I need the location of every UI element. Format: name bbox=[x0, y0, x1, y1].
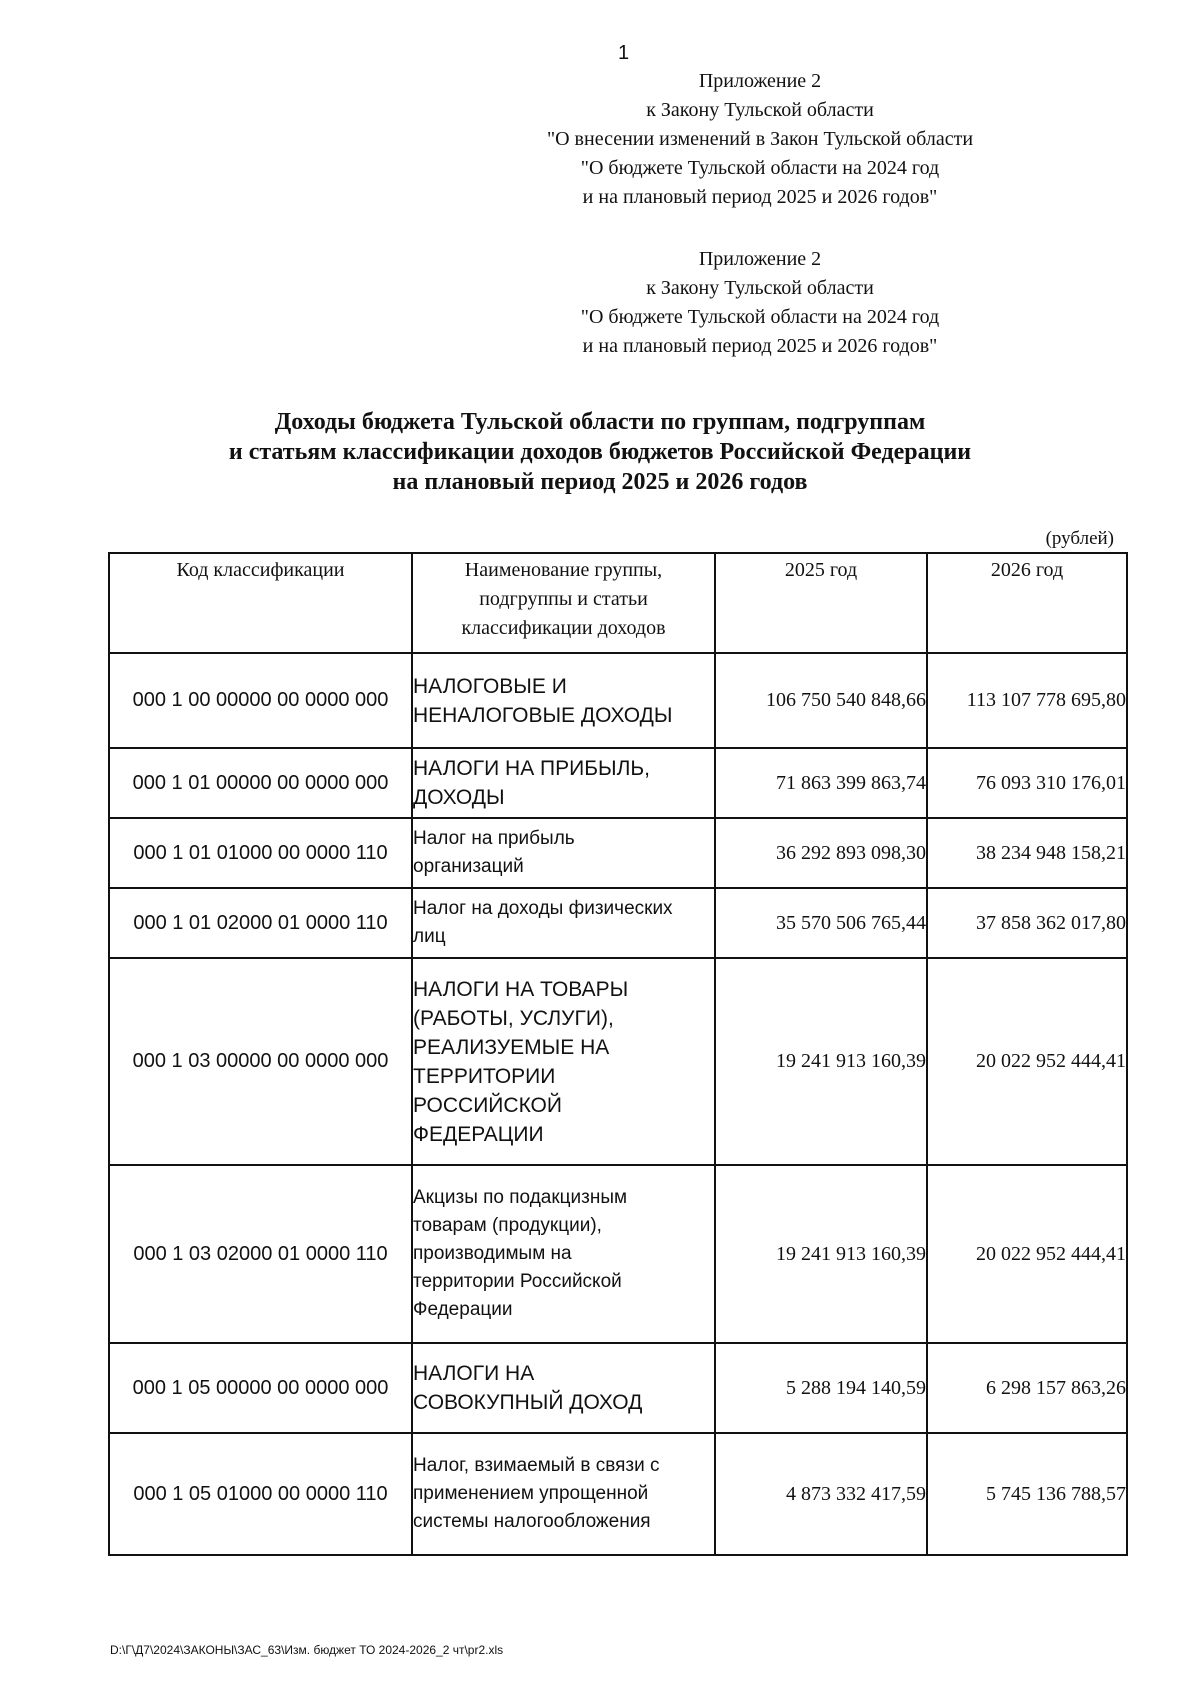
table-row bbox=[109, 653, 1127, 748]
name-line: Налог на доходы физических bbox=[413, 898, 673, 919]
title-line: Доходы бюджета Тульской области по группам, подгруппам bbox=[274, 409, 926, 435]
page-number: 1 bbox=[618, 42, 630, 64]
name-cell bbox=[412, 1433, 715, 1555]
name-line: НАЛОГИ НА bbox=[413, 1362, 535, 1385]
name-line: лиц bbox=[413, 926, 446, 947]
name-cell bbox=[412, 958, 715, 1165]
value-2026-cell: 20 022 952 444,41 bbox=[927, 1165, 1127, 1343]
table-header-row bbox=[109, 553, 1127, 653]
code-cell: 000 1 03 00000 00 0000 000 bbox=[109, 958, 412, 1165]
value-2025-cell: 5 288 194 140,59 bbox=[715, 1343, 927, 1433]
appendix-line: "О внесении изменений в Закон Тульской области bbox=[546, 128, 974, 150]
name-line: системы налогообложения bbox=[413, 1511, 651, 1532]
header-name bbox=[412, 553, 715, 653]
title-line: и статьям классификации доходов бюджетов Российской Федерации bbox=[228, 439, 972, 465]
name-line: Акцизы по подакцизным bbox=[413, 1187, 628, 1208]
value-2026-cell: 37 858 362 017,80 bbox=[927, 888, 1127, 958]
name-line: применением упрощенной bbox=[413, 1483, 649, 1504]
name-line: СОВОКУПНЫЙ ДОХОД bbox=[413, 1391, 643, 1414]
name-line: РЕАЛИЗУЕМЫЕ НА bbox=[413, 1035, 610, 1059]
name-cell bbox=[412, 653, 715, 748]
header-code: Код классификации bbox=[109, 553, 412, 653]
name-line: территории Российской bbox=[413, 1271, 622, 1292]
name-line: ТЕРРИТОРИИ bbox=[413, 1064, 556, 1088]
name-cell bbox=[412, 1165, 715, 1343]
appendix-line: "О бюджете Тульской области на 2024 год bbox=[580, 157, 940, 179]
code-cell: 000 1 01 02000 01 0000 110 bbox=[109, 888, 412, 958]
value-2026-cell: 6 298 157 863,26 bbox=[927, 1343, 1127, 1433]
name-line: организаций bbox=[413, 856, 524, 877]
appendix-note-amendment bbox=[480, 67, 1040, 212]
name-line: НАЛОГОВЫЕ И bbox=[413, 674, 567, 698]
table-row bbox=[109, 1165, 1127, 1343]
value-2025-cell: 71 863 399 863,74 bbox=[715, 748, 927, 818]
name-cell bbox=[412, 888, 715, 958]
name-line: НАЛОГИ НА ПРИБЫЛЬ, bbox=[413, 757, 651, 780]
title-line: на плановый период 2025 и 2026 годов bbox=[392, 469, 808, 495]
appendix-line: "О бюджете Тульской области на 2024 год bbox=[580, 306, 940, 328]
appendix-line: и на плановый период 2025 и 2026 годов" bbox=[582, 335, 938, 357]
name-line: ДОХОДЫ bbox=[413, 786, 505, 809]
table-row bbox=[109, 1343, 1127, 1433]
value-2026-cell: 38 234 948 158,21 bbox=[927, 818, 1127, 888]
appendix-note-original bbox=[480, 245, 1040, 361]
name-cell bbox=[412, 1343, 715, 1433]
value-2026-cell: 20 022 952 444,41 bbox=[927, 958, 1127, 1165]
name-line: РОССИЙСКОЙ bbox=[413, 1093, 562, 1117]
document-title bbox=[100, 407, 1100, 497]
revenue-table bbox=[108, 552, 1128, 1556]
value-2026-cell: 113 107 778 695,80 bbox=[927, 653, 1127, 748]
name-cell bbox=[412, 748, 715, 818]
appendix-line: и на плановый период 2025 и 2026 годов" bbox=[582, 186, 938, 208]
currency-unit: (рублей) bbox=[1045, 528, 1114, 549]
table-row bbox=[109, 818, 1127, 888]
value-2025-cell: 35 570 506 765,44 bbox=[715, 888, 927, 958]
value-2026-cell: 5 745 136 788,57 bbox=[927, 1433, 1127, 1555]
table-row bbox=[109, 958, 1127, 1165]
code-cell: 000 1 05 00000 00 0000 000 bbox=[109, 1343, 412, 1433]
code-cell: 000 1 01 01000 00 0000 110 bbox=[109, 818, 412, 888]
name-line: Налог на прибыль bbox=[413, 828, 575, 849]
header-name-line: Наименование группы, bbox=[464, 559, 663, 581]
name-line: производимым на bbox=[413, 1243, 572, 1264]
name-line: ФЕДЕРАЦИИ bbox=[413, 1122, 544, 1146]
code-cell: 000 1 05 01000 00 0000 110 bbox=[109, 1433, 412, 1555]
name-line: товарам (продукции), bbox=[413, 1215, 602, 1236]
value-2025-cell: 36 292 893 098,30 bbox=[715, 818, 927, 888]
header-name-line: подгруппы и статьи bbox=[479, 588, 648, 610]
code-cell: 000 1 03 02000 01 0000 110 bbox=[109, 1165, 412, 1343]
appendix-line: Приложение 2 bbox=[698, 70, 822, 92]
name-line: Налог, взимаемый в связи с bbox=[413, 1455, 660, 1476]
table-row bbox=[109, 748, 1127, 818]
name-cell bbox=[412, 818, 715, 888]
code-cell: 000 1 01 00000 00 0000 000 bbox=[109, 748, 412, 818]
name-line: НЕНАЛОГОВЫЕ ДОХОДЫ bbox=[413, 703, 673, 727]
file-path-footer: D:\Г\Д7\2024\ЗАКОНЫ\ЗАС_63\Изм. бюджет ТО 2024-2026_2 чт\pr2.xls bbox=[110, 1643, 504, 1657]
value-2025-cell: 106 750 540 848,66 bbox=[715, 653, 927, 748]
name-line: (РАБОТЫ, УСЛУГИ), bbox=[413, 1006, 614, 1030]
value-2025-cell: 19 241 913 160,39 bbox=[715, 958, 927, 1165]
table-row bbox=[109, 1433, 1127, 1555]
header-2025: 2025 год bbox=[715, 553, 927, 653]
table-row bbox=[109, 888, 1127, 958]
name-line: Федерации bbox=[413, 1299, 513, 1320]
appendix-line: к Закону Тульской области bbox=[646, 277, 874, 299]
value-2025-cell: 19 241 913 160,39 bbox=[715, 1165, 927, 1343]
header-2026: 2026 год bbox=[927, 553, 1127, 653]
value-2026-cell: 76 093 310 176,01 bbox=[927, 748, 1127, 818]
header-name-line: классификации доходов bbox=[461, 617, 666, 639]
appendix-line: к Закону Тульской области bbox=[646, 99, 874, 121]
appendix-line: Приложение 2 bbox=[698, 248, 822, 270]
value-2025-cell: 4 873 332 417,59 bbox=[715, 1433, 927, 1555]
code-cell: 000 1 00 00000 00 0000 000 bbox=[109, 653, 412, 748]
name-line: НАЛОГИ НА ТОВАРЫ bbox=[413, 977, 629, 1001]
